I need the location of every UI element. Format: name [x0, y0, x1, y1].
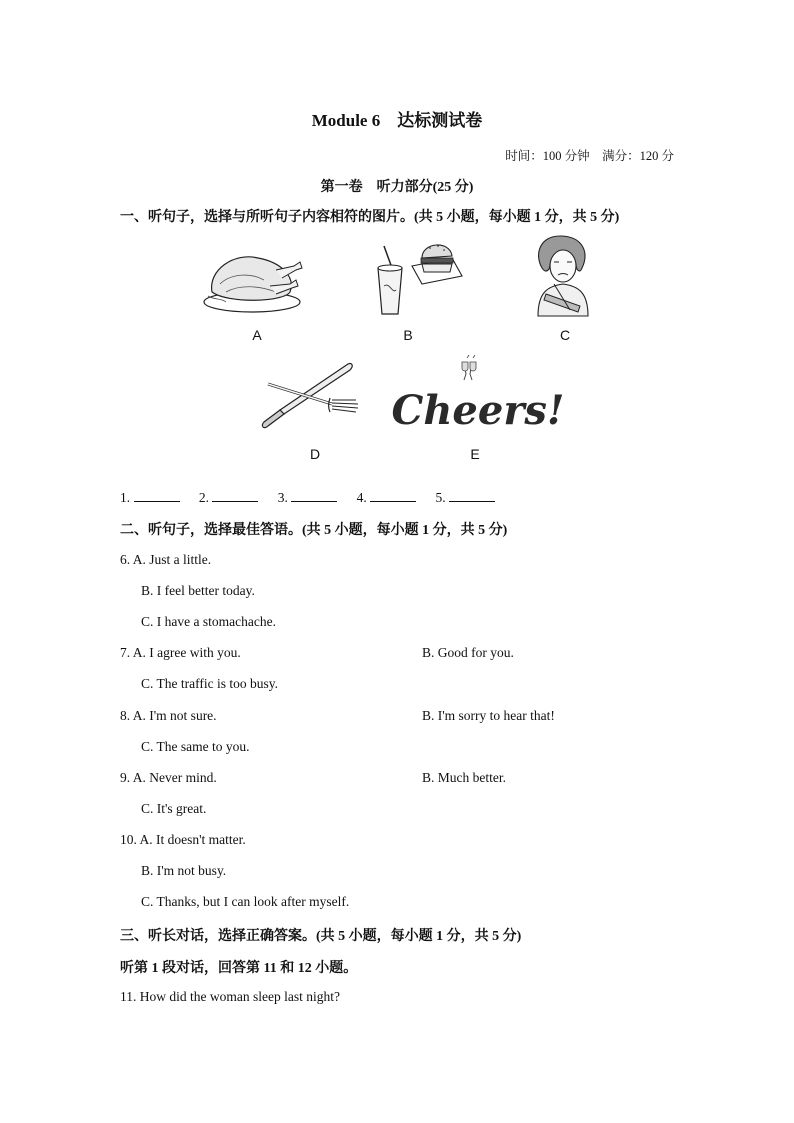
cheers-lettering-icon — [391, 358, 565, 434]
blank-input[interactable] — [212, 489, 258, 502]
roast-turkey-icon — [200, 246, 310, 316]
q9-option-b: B. Much better. — [422, 770, 506, 785]
q7-option-c: C. The traffic is too busy. — [141, 676, 278, 691]
page-title: Module 6 达标测试卷 — [311, 111, 483, 130]
blank-label: 2. — [198, 490, 209, 505]
blank-label: 3. — [277, 490, 288, 505]
picture-label-c: C — [559, 327, 571, 343]
blank-input[interactable] — [370, 489, 416, 502]
q11-question: 11. How did the woman sleep last night? — [120, 989, 340, 1004]
picture-label-b: B — [403, 327, 413, 343]
q10-option-b: B. I'm not busy. — [141, 863, 227, 878]
section2-heading: 二、听句子，选择最佳答语。(共 5 小题，每小题 1 分，共 5 分) — [120, 523, 508, 538]
blank-input[interactable] — [291, 489, 337, 502]
q6-option-c: C. I have a stomachache. — [141, 614, 276, 629]
blank-label: 5. — [435, 490, 446, 505]
blank-label: 1. — [120, 490, 131, 505]
picture-label-a: A — [252, 327, 262, 343]
answer-blanks — [120, 489, 511, 506]
section1-heading: 一、听句子，选择与所听句子内容相符的图片。(共 5 小题，每小题 1 分，共 5 分) — [120, 210, 620, 225]
blank-label: 4. — [356, 490, 367, 505]
picture-label-d: D — [309, 446, 321, 462]
q10-option-c: C. Thanks, but I can look after myself. — [141, 894, 350, 909]
q8-option-b: B. I'm sorry to hear that! — [422, 708, 555, 723]
woman-with-sling-icon — [530, 234, 596, 316]
section3-heading: 三、听长对话，选择正确答案。(共 5 小题，每小题 1 分，共 5 分) — [120, 929, 522, 944]
part-heading: 第一卷 听力部分(25 分) — [320, 180, 474, 195]
q8-option-c: C. The same to you. — [141, 739, 250, 754]
exam-meta: 时间：100 分钟 满分：120 分 — [505, 149, 674, 163]
q7-option-a: 7. A. I agree with you. — [120, 645, 241, 660]
blank-input[interactable] — [449, 489, 495, 502]
drink-and-burger-icon — [372, 236, 464, 318]
section3-subheading: 听第 1 段对话，回答第 11 和 12 小题。 — [120, 961, 358, 976]
q6-option-a: 6. A. Just a little. — [120, 552, 212, 567]
blank-input[interactable] — [134, 489, 180, 502]
cheers-text: Cheers! — [391, 387, 565, 434]
q8-option-a: 8. A. I'm not sure. — [120, 708, 217, 723]
picture-label-e: E — [470, 446, 480, 462]
q6-option-b: B. I feel better today. — [141, 583, 255, 598]
q7-option-b: B. Good for you. — [422, 645, 514, 660]
q9-option-c: C. It's great. — [141, 801, 207, 816]
q10-option-a: 10. A. It doesn't matter. — [120, 832, 246, 847]
q9-option-a: 9. A. Never mind. — [120, 770, 217, 785]
knife-and-fork-icon — [256, 360, 364, 432]
